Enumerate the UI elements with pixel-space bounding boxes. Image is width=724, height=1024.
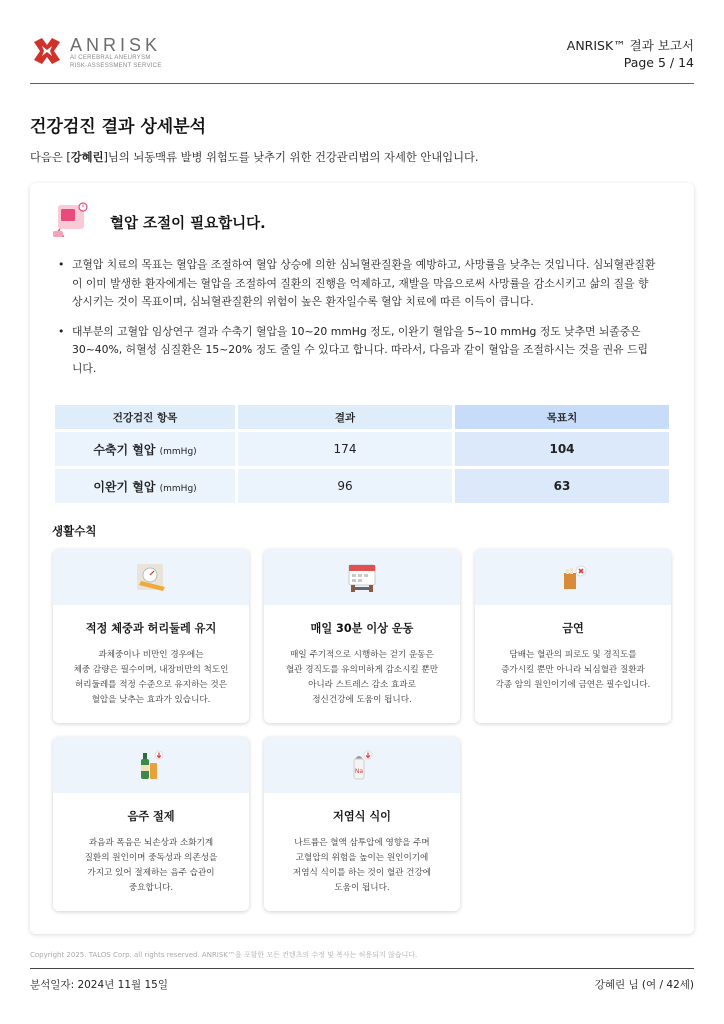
logo-mark-icon (30, 34, 64, 68)
row-item (55, 469, 235, 503)
alcohol-bottle-icon (133, 749, 169, 781)
no-smoking-icon (555, 561, 591, 593)
tile-icon-area (264, 737, 460, 793)
row-goal: 104 (455, 432, 669, 466)
patient-info: 강혜린 님 (여 / 42세) (594, 979, 694, 991)
lifestyle-tile-low-salt (264, 737, 460, 911)
tile-icon-area (475, 549, 671, 605)
lifestyle-title: 생활수칙 (52, 524, 97, 538)
blood-pressure-card (30, 183, 694, 934)
intro-text (30, 149, 479, 165)
bullet-item: • 고혈압 치료의 목표는 혈압을 조절하여 혈압 상승에 의한 심뇌혈관질환을 예방하고, 사망률을 낮추는 것입니다. 심뇌혈관질환이 이미 발생한 환자에게는 혈압을 조절하여 질환의 진행을 억제하고, 재발을 막음으로써 사망률을 감소시키고 삶의 질을 향상시키는 것이 목표이며, 심뇌혈관질환의 위험이 높은 환자일수록 혈압 치료에 따른 이득이 큽니다. (58, 256, 658, 312)
tile-title: 적정 체중과 허리둘레 유지 (85, 622, 217, 635)
tile-description: 매일 주기적으로 시행하는 걷기 운동은 혈관 경직도를 유의미하게 감소시킬 뿐만 아니라 스트레스 감소 효과로 정신건강에 도움이 됩니다. (285, 650, 439, 705)
column-header-item: 건강검진 항목 (55, 405, 235, 429)
lifestyle-tile-exercise (264, 549, 460, 723)
tile-icon-area (53, 549, 249, 605)
copyright-notice: Copyright 2025. TALOS Corp. all rights reserved. ANRISK™을 포함한 모든 컨텐츠의 수정 및 복사는 허용되지 않습니다. (30, 951, 418, 959)
logo-subtitle-1: AI CEREBRAL ANEURYSM (70, 55, 151, 61)
page-number: Page 5 / 14 (623, 55, 694, 70)
lifestyle-tile-weight (53, 549, 249, 723)
table-header-row (55, 405, 669, 429)
row-result: 174 (238, 432, 452, 466)
table-row (55, 432, 669, 466)
intro-suffix: ]님의 뇌동맥류 발병 위험도를 낮추기 위한 건강관리법의 자세한 안내입니다. (103, 151, 479, 164)
logo-subtitle-2: RISK-ASSESSMENT SERVICE (70, 63, 162, 69)
tile-icon-area (264, 549, 460, 605)
scale-tape-icon (133, 561, 169, 593)
item-unit: (mmHg) (159, 483, 197, 494)
card-heading: 혈압 조절이 필요합니다. (110, 216, 266, 232)
item-label: 이완기 혈압 (93, 479, 156, 494)
row-item (55, 432, 235, 466)
salt-label: Na (354, 768, 364, 775)
row-result: 96 (238, 469, 452, 503)
report-header (30, 28, 694, 84)
table-row (55, 469, 669, 503)
row-goal: 63 (455, 469, 669, 503)
tile-description: 담배는 혈관의 피로도 및 경직도를 증가시킬 뿐만 아니라 뇌심혈관 질환과 각종 암의 원인이기에 금연은 필수입니다. (495, 650, 651, 690)
column-header-goal: 목표치 (455, 405, 669, 429)
blood-pressure-monitor-icon (52, 201, 92, 239)
blood-pressure-table (52, 402, 672, 506)
section-title: 건강검진 결과 상세분석 (30, 117, 207, 137)
info-bullets (58, 256, 658, 389)
item-label: 수축기 혈압 (93, 442, 156, 457)
item-unit: (mmHg) (159, 446, 197, 457)
tile-title: 매일 30분 이상 운동 (310, 622, 414, 635)
bullet-item: • 대부분의 고혈압 임상연구 결과 수축기 혈압을 10~20 mmHg 정도, 이완기 혈압을 5~10 mmHg 정도 낮추면 뇌졸중은 30~40%, 허혈성 심질환은 15~20% 정도 줄일 수 있다고 합니다. 따라서, 다음과 같이 혈압을 조절하시는 것을 권유 드립니다. (58, 323, 658, 379)
calendar-dumbbell-icon (344, 561, 380, 593)
anrisk-logo (30, 32, 200, 72)
analysis-date: 분석일자: 2024년 11월 15일 (30, 979, 168, 991)
tile-description: 과음과 폭음은 뇌손상과 소화기계 질환의 원인이며 중독성과 의존성을 가지고 있어 절제하는 음주 습관이 중요합니다. (84, 838, 218, 893)
column-header-result: 결과 (238, 405, 452, 429)
intro-prefix: 다음은 [ (30, 151, 71, 164)
report-title: ANRISK™ 결과 보고서 (566, 38, 694, 53)
logo-name: ANRISK (70, 35, 162, 55)
tile-icon-area (53, 737, 249, 793)
salt-shaker-icon (344, 749, 380, 781)
tile-description: 나트륨은 혈액 삼투압에 영향을 주며 고혈압의 위험을 높이는 원인이기에 저염식 식이를 하는 것이 혈관 건강에 도움이 됩니다. (292, 838, 432, 893)
tile-title: 금연 (562, 622, 584, 635)
lifestyle-tile-no-smoking (475, 549, 671, 723)
lifestyle-tile-alcohol (53, 737, 249, 911)
patient-name: 강혜린 (70, 151, 104, 164)
footer-divider (30, 968, 694, 969)
tile-title: 저염식 식이 (333, 810, 391, 823)
tile-title: 음주 절제 (127, 810, 175, 823)
tile-description: 과체중이나 비만인 경우에는 체중 감량은 필수이며, 내장비만의 척도인 허리둘레를 적정 수준으로 유지하는 것은 혈압을 낮추는 효과가 있습니다. (73, 650, 229, 705)
